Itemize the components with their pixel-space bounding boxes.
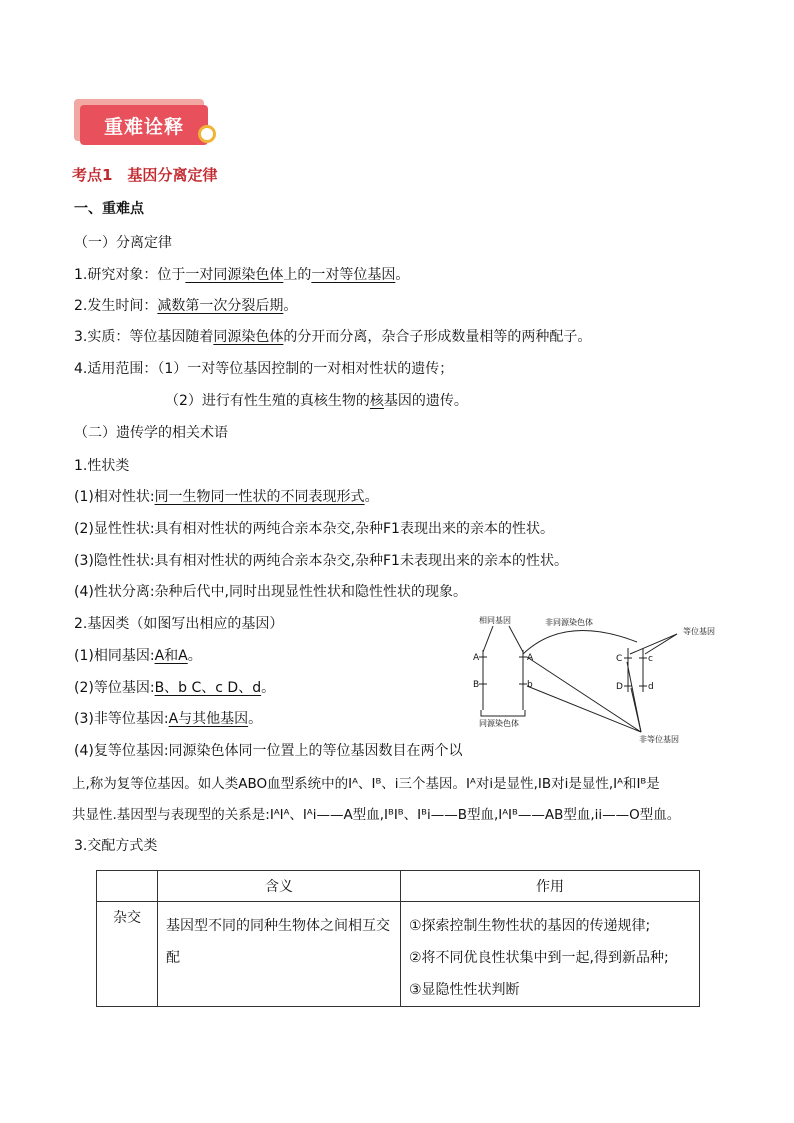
- meaning-line: 配: [166, 950, 180, 966]
- gene-label: b: [527, 680, 533, 690]
- part2-g4-line3: 共显性.基因型与表现型的关系是:IᴬIᴬ、Iᴬi——A型血,IᴮIᴮ、Iᴮi——B型血,IᴬIᴮ——AB型血,ii——O型血。: [72, 807, 681, 823]
- text: (3)非等位基因:: [74, 711, 169, 727]
- part2-g4-line2: 上,称为复等位基因。如人类ABO血型系统中的Iᴬ、Iᴮ、i三个基因。Iᴬ对i是显性,IB对i是显性,Iᴬ和Iᴮ是: [72, 776, 660, 792]
- part2-p2: (2)显性性状:具有相对性状的两纯合亲本杂交,杂种F1表现出来的亲本的性状。: [74, 521, 554, 537]
- answer: A与其他基因: [168, 711, 249, 727]
- answer: 核: [369, 393, 384, 409]
- diagram-label-nonallele: 非等位基因: [639, 735, 679, 744]
- gene-label: c: [648, 654, 653, 664]
- gene-label: D: [616, 682, 623, 692]
- mating-type-table: [96, 870, 700, 1007]
- gene-label: A: [473, 653, 480, 663]
- part2-sub2: 2.基因类（如图写出相应的基因）: [74, 616, 284, 632]
- table-header-row: [97, 871, 700, 902]
- use-cell: [401, 902, 700, 1007]
- banner-label: 重难诠释: [103, 115, 184, 138]
- answer: 一对同源染色体: [185, 267, 284, 283]
- part2-sub1: 1.性状类: [74, 458, 130, 474]
- meaning-line: 基因型不同的同种生物体之间相互交: [166, 918, 390, 934]
- banner-plate: [80, 105, 208, 145]
- topic-title: 考点1 基因分离定律: [72, 166, 218, 184]
- text: 。: [187, 648, 202, 664]
- gene-label: B: [473, 680, 480, 690]
- text: 。: [395, 267, 410, 283]
- meaning-cell: [158, 902, 401, 1007]
- part1-item3: [74, 326, 591, 346]
- text: 。: [364, 489, 379, 505]
- table-header-cell: 含义: [158, 871, 401, 902]
- text: 。: [248, 711, 263, 727]
- banner-ring-icon: [198, 125, 216, 143]
- text: (1)相对性状:: [74, 489, 155, 505]
- text: 1.研究对象：位于: [74, 267, 186, 283]
- text: 的分开而分离，杂合子形成数量相等的两种配子。: [283, 329, 592, 345]
- diagram-label-homolog: 同源染色体: [479, 719, 519, 728]
- part2-g1: [74, 645, 202, 665]
- chromosome-diagram-svg: [465, 612, 735, 748]
- use-line: ③显隐性性状判断: [409, 982, 520, 998]
- answer: 同源染色体: [213, 329, 284, 345]
- section-title: 一、重难点: [74, 201, 144, 217]
- part1-item1: [74, 264, 409, 284]
- part2-p4: (4)性状分离:杂种后代中,同时出现显性性状和隐性性状的现象。: [74, 584, 467, 600]
- text: (2)等位基因:: [74, 680, 155, 696]
- use-line: ②将不同优良性状集中到一起,得到新品种;: [409, 950, 669, 966]
- text: (1)相同基因:: [74, 648, 155, 664]
- diagram-label-allele: 等位基因: [683, 627, 715, 636]
- part2-g3: [74, 708, 262, 728]
- part2-g2: [74, 677, 275, 697]
- answer: 同一生物同一性状的不同表现形式: [154, 489, 365, 505]
- diagram-label-nonhomolog: 非同源染色体: [545, 618, 593, 627]
- text: 基因的遗传。: [383, 393, 468, 409]
- part2-g4-line1: (4)复等位基因:同源染色体同一位置上的等位基因数目在两个以: [74, 743, 463, 759]
- answer: A和A: [154, 648, 188, 664]
- table-header-cell: 作用: [401, 871, 700, 902]
- answer: B、b C、c D、d: [154, 680, 262, 696]
- chromosome-diagram: [465, 612, 735, 748]
- use-line: ①探索控制生物性状的基因的传递规律;: [409, 918, 651, 934]
- part1-item4-line1: 4.适用范围：（1）一对等位基因控制的一对相对性状的遗传；: [74, 361, 454, 377]
- text: 。: [283, 298, 298, 314]
- part2-p3: (3)隐性性状:具有相对性状的两纯合亲本杂交,杂种F1未表现出来的亲本的性状。: [74, 553, 568, 569]
- part2-sub3: 3.交配方式类: [74, 838, 158, 854]
- text: 3.实质：等位基因随着: [74, 329, 214, 345]
- text: 上的: [283, 267, 312, 283]
- gene-label: C: [616, 654, 623, 664]
- text: 。: [261, 680, 276, 696]
- table-header-cell: [97, 871, 158, 902]
- answer: 减数第一次分裂后期: [157, 298, 284, 314]
- part2-p1: [74, 486, 379, 506]
- part1-item4-line2: [165, 390, 468, 410]
- row-label: 杂交: [97, 902, 158, 1007]
- table-row: [97, 902, 700, 1007]
- answer: 一对等位基因: [311, 267, 396, 283]
- gene-label: d: [648, 682, 654, 692]
- part1-item2: [74, 295, 297, 315]
- section-banner: [72, 99, 214, 151]
- part1-title: （一）分离定律: [74, 235, 172, 251]
- text: 2.发生时间：: [74, 298, 158, 314]
- part2-title: （二）遗传学的相关术语: [74, 425, 228, 441]
- diagram-label-same-gene: 相同基因: [479, 616, 511, 625]
- gene-label: A: [527, 653, 534, 663]
- text: （2）进行有性生殖的真核生物的: [165, 393, 370, 409]
